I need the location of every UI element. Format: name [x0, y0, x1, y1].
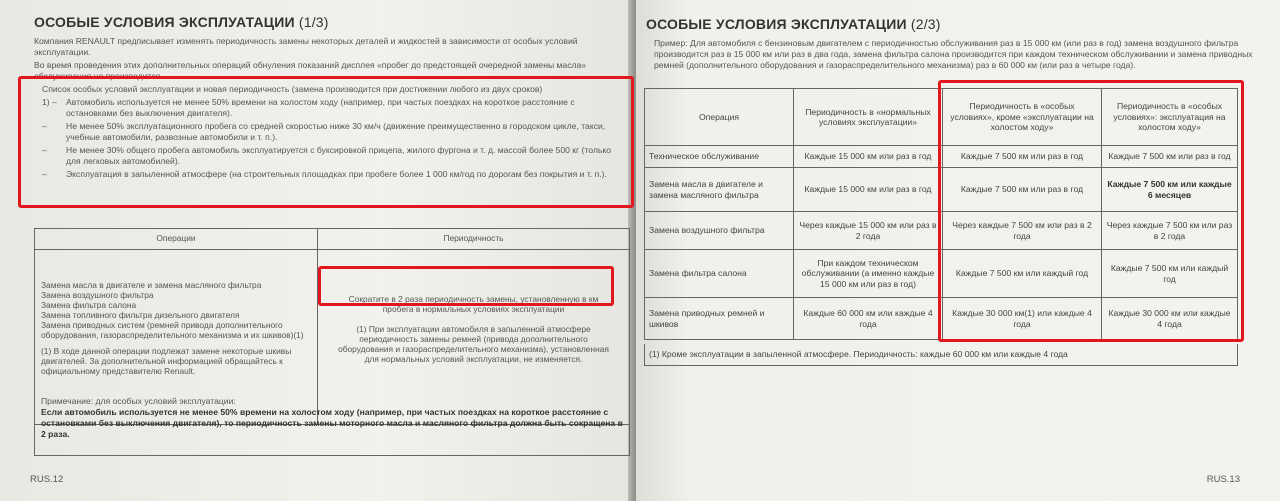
- table-header-periodicity: Периодичность: [318, 229, 630, 250]
- intro-paragraph-1: Компания RENAULT предписывает изменять периодичность замены некоторых деталей и жидкостей в зависимости от особых условий эксплуатации.: [34, 36, 578, 57]
- table-row: Техническое обслуживание Каждые 15 000 км или раз в год Каждые 7 500 км или раз в год Каждые 7 500 км или раз в год: [645, 146, 1238, 168]
- operations-cell: Замена масла в двигателе и замена масляного фильтра Замена воздушного фильтра Замена фильтра салона Замена топливного фильтра дизельного двигателя Замена приводных систем (ремней привода дополнительного оборудования, газораспределительного механизма и их шкивов)(1) (1) В ходе данной операции подлежат замене некоторые шкивы двигателей. За дополнительной информацией обращайтесь к официальному представителю Renault.: [35, 250, 318, 425]
- table-row: Замена приводных ремней и шкивов Каждые 60 000 км или каждые 4 года Каждые 30 000 км(1) или каждые 4 года Каждые 30 000 км или каждые 4 года: [645, 298, 1238, 340]
- table-header-operations: Операции: [35, 229, 318, 250]
- table-header-special: Периодичность в «особых условиях», кроме «эксплуатации на холостом ходу»: [943, 89, 1102, 146]
- table-row: Замена фильтра салона При каждом техническом обслуживании (а именно каждые 15 000 км или раз в год) Каждые 7 500 км или каждый год Каждые 7 500 км или каждый год: [645, 250, 1238, 298]
- note-text: Если автомобиль используется не менее 50% времени на холостом ходу (например, при частых поездках на короткое расстояние с остановками без выключения двигателя), то периодичность замены моторного масла и масляного фильтра должна быть сокращена в 2 раза.: [41, 407, 623, 439]
- list-item: – Эксплуатация в запыленной атмосфере (на строительных площадках при пробеге более 1 000 км/год по дорогам без покрытия и т. п.).: [42, 169, 607, 179]
- highlight-frame-periodicity: [318, 266, 614, 306]
- left-page-title: ОСОБЫЕ УСЛОВИЯ ЭКСПЛУАТАЦИИ (1/3): [34, 14, 329, 30]
- page-number-left: RUS.12: [30, 474, 64, 485]
- highlight-frame-special-columns: [938, 80, 1244, 342]
- periodicity-footnote: (1) При эксплуатации автомобиля в запыленной атмосфере периодичность замены ремней (привода дополнительного оборудования и газораспределительного механизма), установленная для нормальных условий эксплуатации, не изменяется.: [338, 324, 609, 364]
- table-row: Замена воздушного фильтра Через каждые 15 000 км или раз в 2 года Через каждые 7 500 км или раз в 2 года Через каждые 7 500 км или раз в 2 года: [645, 212, 1238, 250]
- page-number-right: RUS.13: [1206, 474, 1240, 485]
- highlight-frame-conditions: [18, 76, 634, 208]
- operations-footnote: (1) В ходе данной операции подлежат замене некоторые шкивы двигателей. За дополнительной информацией обращайтесь к официальному представителю Renault.: [41, 346, 292, 376]
- list-item: 1) – Автомобиль используется не менее 50% времени на холостом ходу (например, при частых поездках на короткое расстояние с остановками без выключения двигателя).: [42, 97, 575, 118]
- table-header-normal: Периодичность в «нормальных условиях эксплуатации»: [794, 89, 943, 146]
- right-table-footnote: (1) Кроме эксплуатации в запыленной атмосфере. Периодичность: каждые 60 000 км или каждые 4 года: [644, 344, 1238, 366]
- example-paragraph: Пример: Для автомобиля с бензиновым двигателем с периодичностью обслуживания раз в 15 000 км (или раз в год) замена воздушного фильтра производится раз в 15 000 км или раз в два года, замена фильтра салона производится при каждом техническом обслуживании и замена приводных ремней (дополнительного оборудования и газораспределительного механизма) раз в 60 000 км (или раз в четыре года).: [654, 38, 1253, 70]
- conditions-list-header: Список особых условий эксплуатации и новая периодичность (замена производится при достижении любого из двух сроков): [42, 84, 543, 94]
- table-header-operation: Операция: [645, 89, 794, 146]
- note-box: [34, 392, 630, 456]
- list-item: – Не менее 30% общего пробега автомобиль эксплуатируется с буксировкой прицепа, жилого фургона и т. д. массой более 500 кг (только для легковых автомобилей).: [42, 145, 611, 166]
- table-header-idle: Периодичность в «особых условиях»: эксплуатация на холостом ходу»: [1102, 89, 1238, 146]
- note-title: Примечание: для особых условий эксплуатации:: [41, 396, 236, 406]
- table-row: Замена масла в двигателе и замена масляного фильтра Каждые 15 000 км или раз в год Каждые 7 500 км или раз в год Каждые 7 500 км или каждые 6 месяцев: [645, 168, 1238, 212]
- right-page-title: ОСОБЫЕ УСЛОВИЯ ЭКСПЛУАТАЦИИ (2/3): [646, 16, 941, 32]
- list-item: – Не менее 50% эксплуатационного пробега со средней скоростью ниже 30 км/ч (движение преимущественно в городском цикле, такси, учебные автомобили, развозные автомобили и т. п.).: [42, 121, 606, 142]
- periodicity-main: Сократите в 2 раза периодичность замены, установленную в км пробега в нормальных условиях эксплуатации: [348, 294, 599, 314]
- intro-paragraph-2: Во время проведения этих дополнительных операций обнуления показаний дисплея «пробег до предстоящей очередной замены масла» обслуживания не производится.: [34, 60, 587, 81]
